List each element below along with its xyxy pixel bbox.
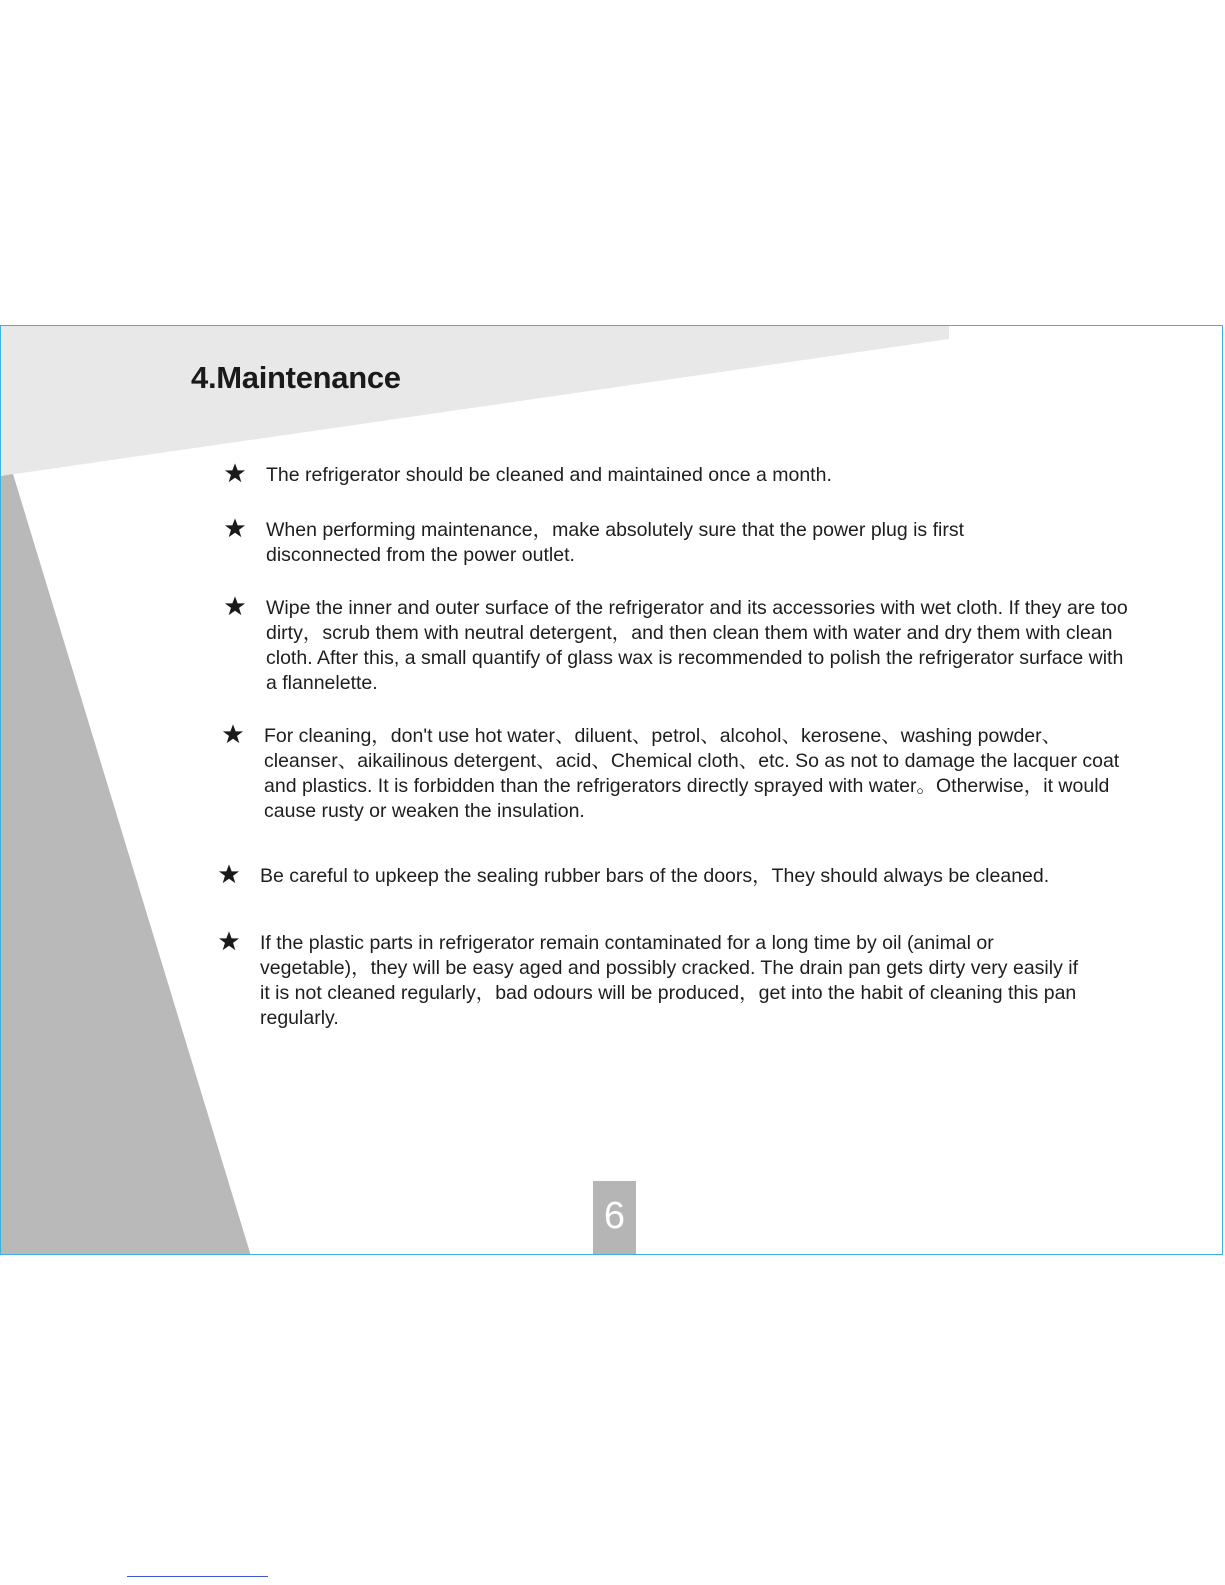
list-item xyxy=(224,463,1124,488)
bullet-text: For cleaning，don't use hot water、diluent、petrol、alcohol、kerosene、washing powder、cleanser、aikailinous detergent、acid、Chemical cloth、etc. So as not to damage the lacquer coat and plastics. It is forbidden than the refrigerators directly sprayed with water。Otherwise，it would cause rusty or weaken the insulation. xyxy=(264,725,1120,822)
bullet-text: If the plastic parts in refrigerator remain contaminated for a long time by oil (animal or vegetable)，they will be easy aged and possibly cracked. The drain pan gets dirty very easily if it is not cleaned regularly，bad odours will be produced，get into the habit of cleaning this pan regularly. xyxy=(260,932,1078,1029)
star-icon xyxy=(224,595,246,617)
page-title: 4.Maintenance xyxy=(191,360,401,395)
list-item xyxy=(218,931,1093,1031)
page-number: 6 xyxy=(603,1195,626,1237)
star-icon xyxy=(218,863,240,885)
manual-page xyxy=(0,325,1223,1255)
page-number-badge xyxy=(593,1181,636,1255)
list-item xyxy=(224,596,1129,696)
header-band xyxy=(1,326,949,476)
bullet-text: Be careful to upkeep the sealing rubber bars of the doors，They should always be cleaned. xyxy=(260,865,1050,887)
bullet-text: Wipe the inner and outer surface of the refrigerator and its accessories with wet cloth. If they are too dirty，scrub them with neutral detergent，and then clean them with water and dry them with clean cloth. After this, a small quantify of glass wax is recommended to polish the refrigerator surface with a flannelette. xyxy=(266,597,1128,694)
bullet-text: The refrigerator should be cleaned and maintained once a month. xyxy=(266,464,832,486)
list-item xyxy=(224,518,1044,568)
star-icon xyxy=(224,517,246,539)
footer-rule xyxy=(127,1576,268,1577)
star-icon xyxy=(222,723,244,745)
bullet-text: When performing maintenance，make absolutely sure that the power plug is first disconnected from the power outlet. xyxy=(266,519,965,566)
list-item xyxy=(222,724,1140,824)
star-icon xyxy=(224,462,246,484)
list-item xyxy=(218,864,1143,889)
star-icon xyxy=(218,930,240,952)
side-band xyxy=(1,474,251,1255)
